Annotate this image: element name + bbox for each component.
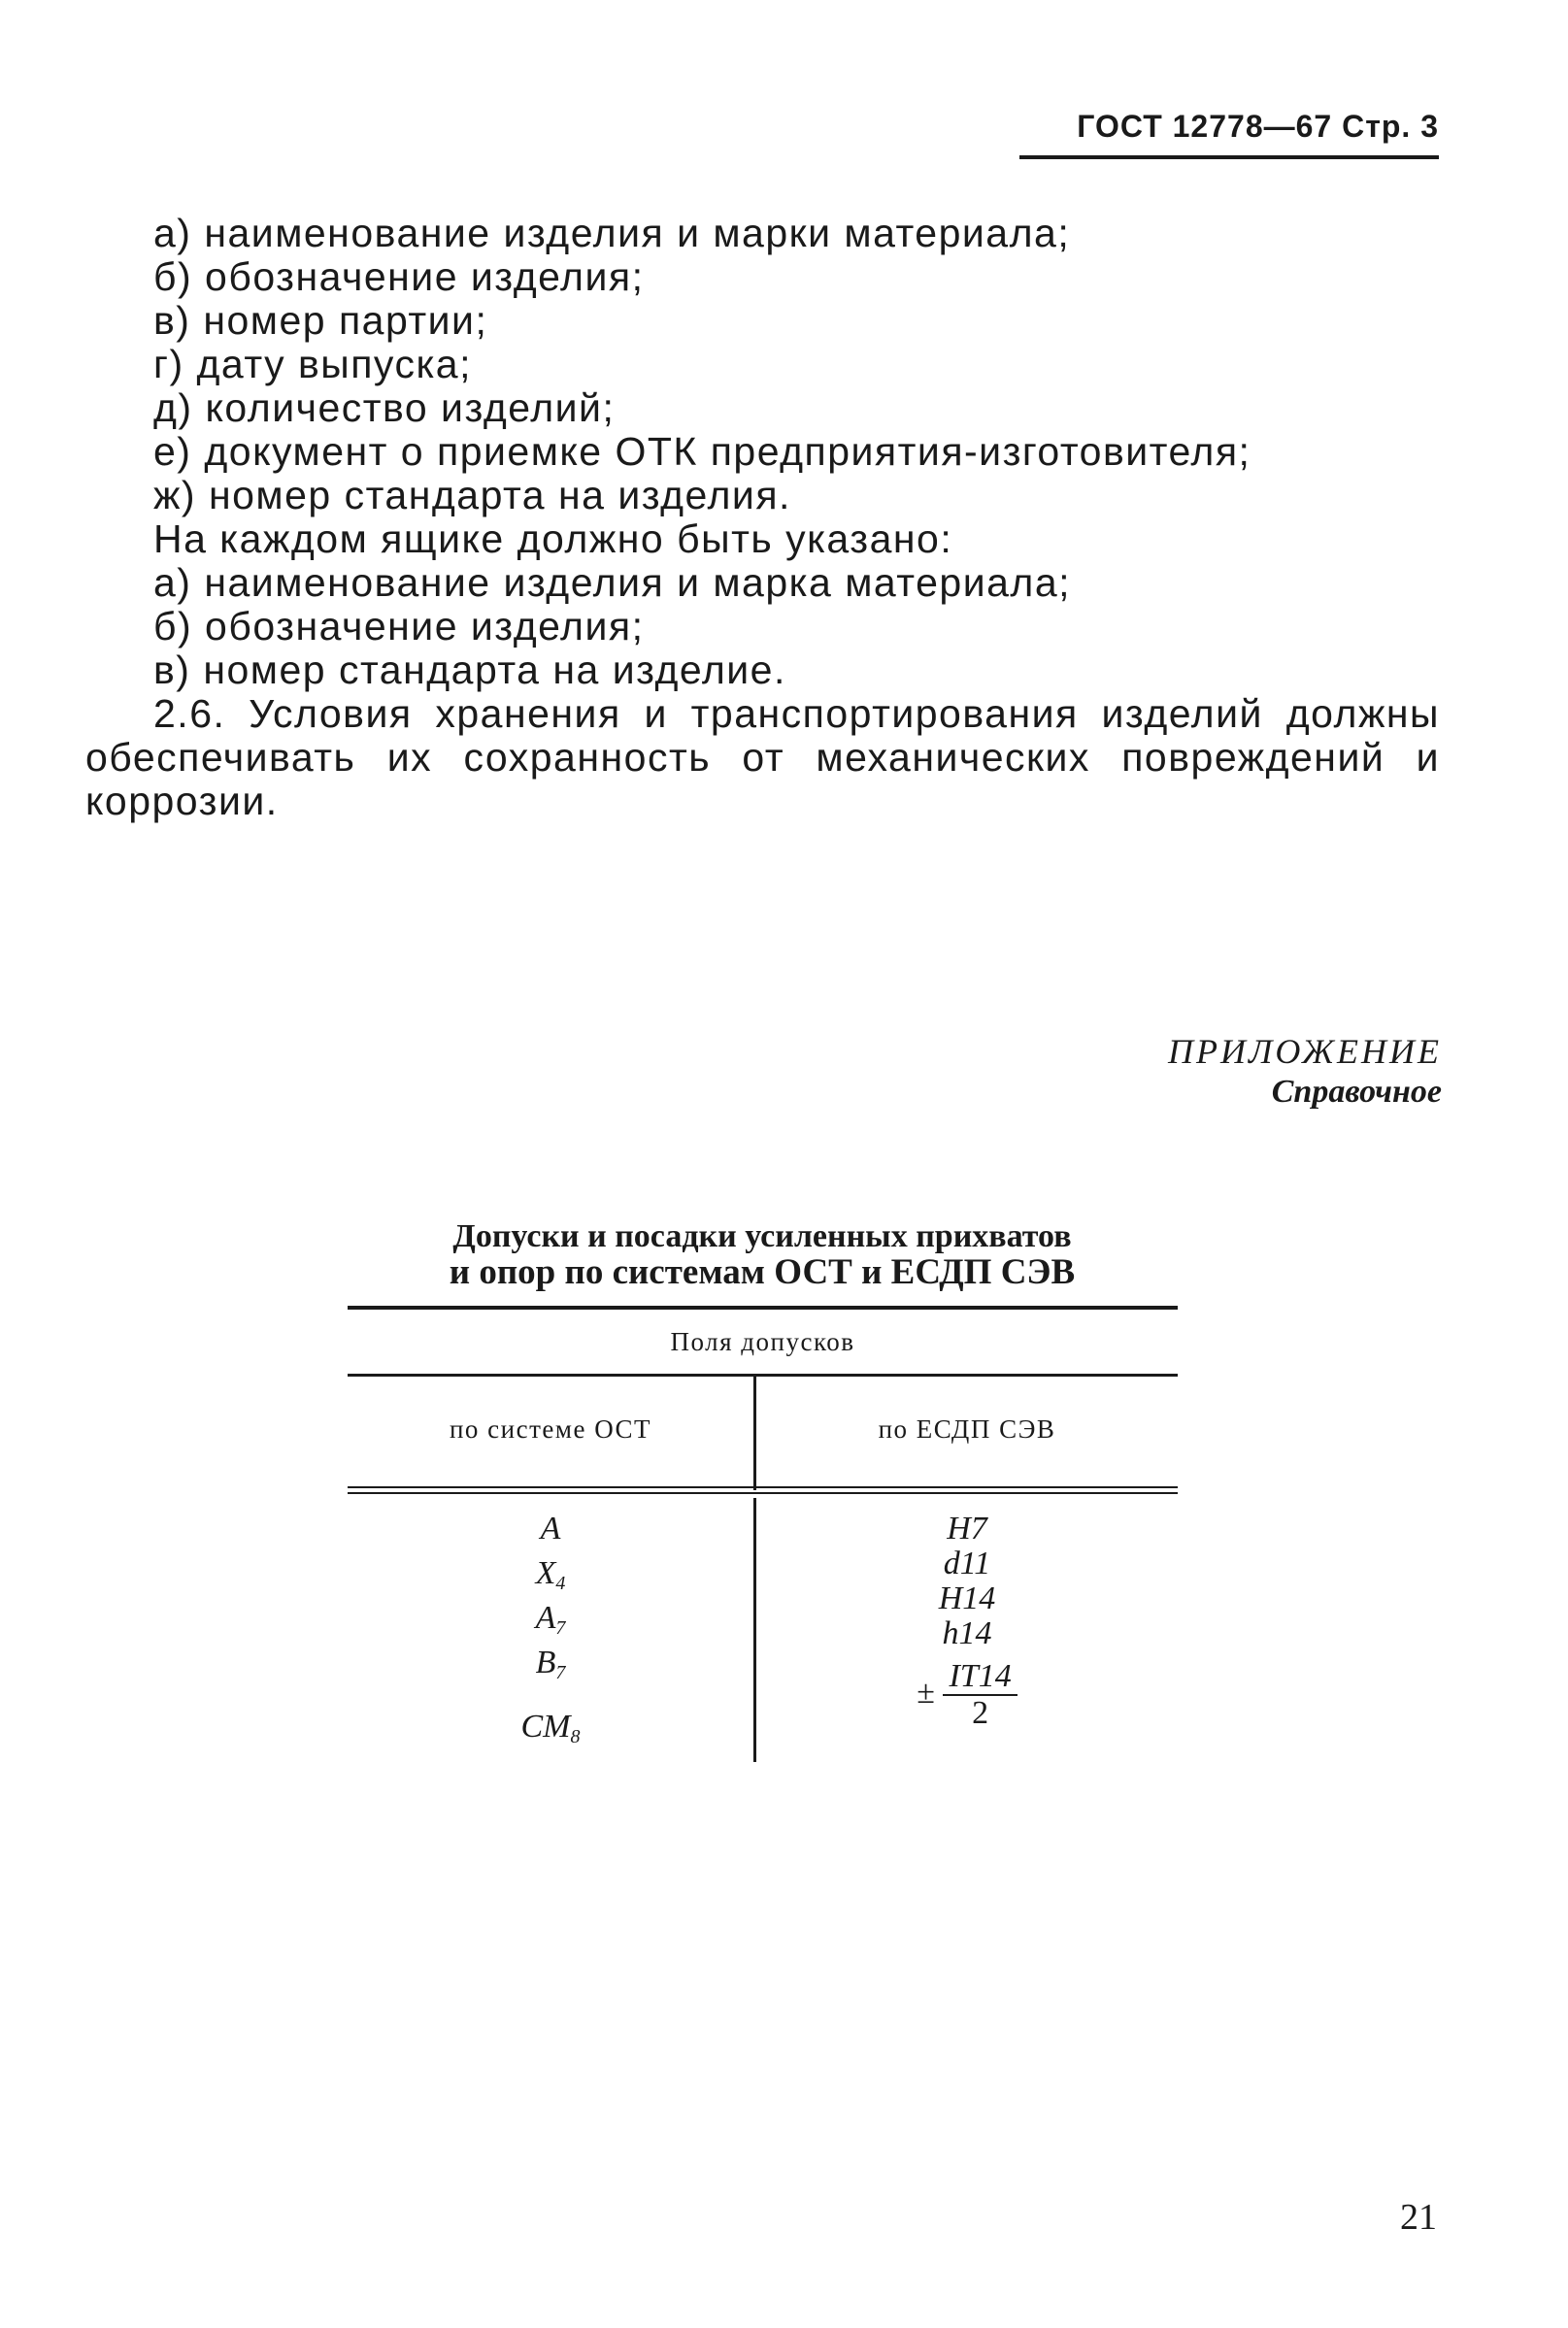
appendix-subtitle: Справочное [1271,1074,1442,1110]
list-item: б) обозначение изделия; [153,604,645,649]
group-header: Поля допусков [670,1327,855,1356]
header-double-rule-1 [348,1486,1178,1488]
paragraph-2-6: 2.6. Условия хранения и транспортирования изделий должны обеспечивать их сохранность от механических повреждений и коррозии. [85,691,1440,823]
table-row: A [540,1511,561,1546]
col1-header: по системе ОСТ [449,1414,652,1444]
table-title-line2: и опор по системам ОСТ и ЕСДП СЭВ [449,1252,1076,1292]
body-text [85,212,1440,823]
page-number: 21 [1400,2197,1437,2238]
table-row: $CM_8$ [520,1709,581,1747]
appendix-title: ПРИЛОЖЕНИЕ [1168,1032,1442,1071]
table-row: H7 [947,1511,987,1546]
list-item: а) наименование изделия и марки материала; [153,211,1071,255]
fraction-denominator: 2 [972,1695,989,1731]
list-item: д) количество изделий; [153,385,616,430]
header-rule [1019,155,1439,159]
header-double-rule-2 [348,1492,1178,1494]
table-row: h14 [942,1615,992,1651]
table-title [345,1218,1180,1290]
box-marking-intro: На каждом ящике должно быть указано: [153,516,953,561]
appendix-label [1068,1031,1442,1111]
table-row: d11 [943,1546,991,1581]
fraction-numerator: IT14 [943,1659,1017,1696]
list-item: а) наименование изделия и марка материала; [153,560,1072,605]
page-header: ГОСТ 12778—67 Стр. 3 [1077,109,1439,144]
table-row: H14 [938,1580,996,1616]
table-top-rule [348,1306,1178,1310]
plus-minus-sign: ± [917,1674,935,1711]
list-item: г) дату выпуска; [153,342,472,386]
fraction [943,1659,1017,1731]
tolerance-table [348,1306,1178,1762]
group-header-rule [348,1374,1178,1377]
table-row: $B_7$ [535,1645,566,1683]
ost-column [348,1512,753,1754]
list-item: в) номер стандарта на изделие. [153,648,786,692]
list-item: в) номер партии; [153,298,488,343]
col2-header: по ЕСДП СЭВ [878,1414,1056,1444]
list-item: ж) номер стандарта на изделия. [153,473,791,517]
table-title-line1: Допуски и посадки усиленных прихватов [452,1218,1072,1254]
table-row: $A_7$ [535,1600,566,1639]
list-item: б) обозначение изделия; [153,254,645,299]
table-row [756,1659,1178,1731]
list-item: е) документ о приемке ОТК предприятия-изготовителя; [153,429,1251,474]
table-row: $X_4$ [535,1555,566,1594]
esdp-column [756,1512,1178,1731]
